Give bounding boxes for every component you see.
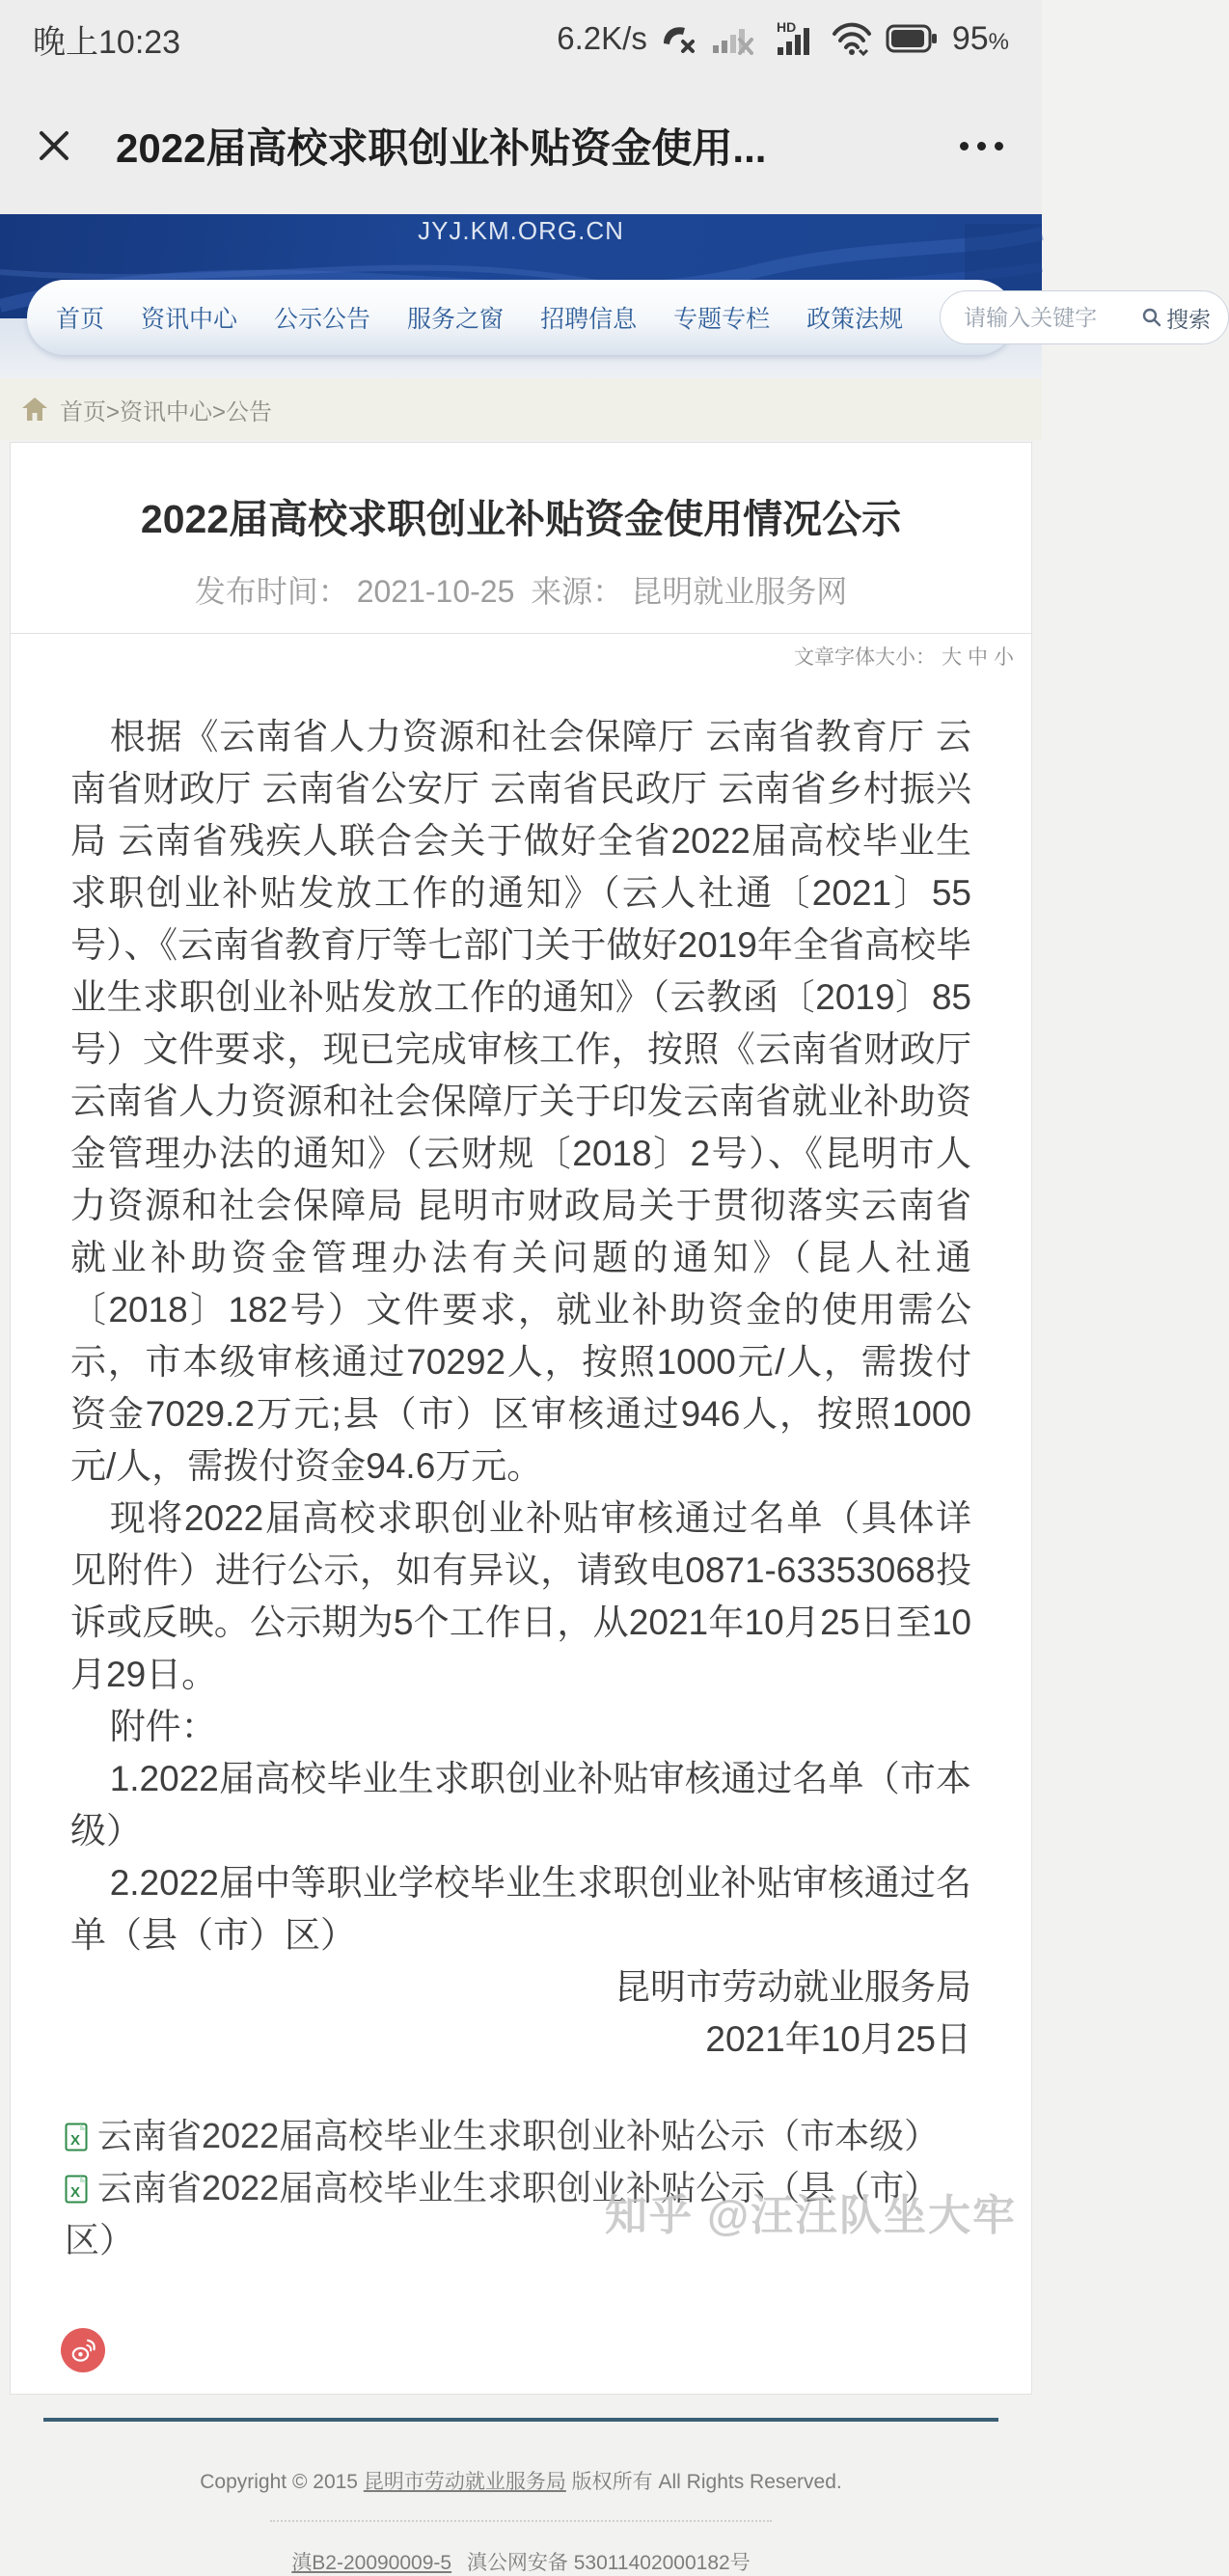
nav-item-special-topics[interactable]: 专题专栏 [673,306,771,333]
footer-dotted-divider [270,2520,772,2522]
copyright-line: Copyright © 2015 昆明市劳动就业服务局 版权所有 All Rights Reserved. [200,2471,842,2493]
battery-percent: 95% [951,19,1009,57]
search-icon [1141,307,1162,328]
attachment-link[interactable]: X 云南省2022届高校毕业生求职创业补贴公示（市本级） [65,2110,977,2162]
signature-date: 2021年10月25日 [705,2019,971,2059]
article-card [10,442,1032,2395]
paragraph-attachment-heading: 附件： [109,1707,217,1746]
app-toolbar [0,77,1042,214]
nav-item-services[interactable]: 服务之窗 [407,306,505,333]
publish-label: 发布时间： [194,574,349,609]
signal-sim2-hd-icon [768,20,818,57]
paragraph: 现将2022届高校求职创业补贴审核通过名单（具体详见附件）进行公示，如有异议，请致电0871-63353068投诉或反映。公示期为5个工作日，从2021年10月25日至10月29日。 [70,1498,971,1694]
network-speed: 6.2K/s [557,20,647,56]
svg-text:X: X [70,2132,81,2149]
share-row [61,2328,1031,2372]
call-disabled-icon [660,22,698,55]
nav-item-news-center[interactable]: 资讯中心 [141,306,238,333]
close-icon[interactable] [35,126,73,165]
font-size-control [11,634,1031,671]
source-name: 昆明就业服务网 [631,574,848,609]
police-record: 滇公网安备 53011402000182号 [466,2552,751,2574]
icp-line [0,2547,1042,2576]
org-link[interactable]: 昆明市劳动就业服务局 [363,2471,566,2493]
font-size-small[interactable]: 小 [994,646,1014,669]
search-button[interactable]: 搜索 [1141,302,1211,334]
nav-item-policies[interactable]: 政策法规 [806,306,904,333]
excel-file-icon [65,2123,90,2151]
signature-org: 昆明市劳动就业服务局 [614,1967,971,2007]
battery-icon [886,24,940,53]
paragraph-attachment-1: 1.2022届高校毕业生求职创业补贴审核通过名单（市本级） [70,1759,971,1850]
status-bar [0,0,1042,77]
font-size-medium[interactable]: 中 [968,646,988,669]
weibo-share-icon[interactable] [61,2328,105,2372]
publish-date: 2021-10-25 [356,574,515,609]
paragraph-attachment-2: 2.2022届中等职业学校毕业生求职创业补贴审核通过名单（县（市）区） [70,1863,971,1955]
font-size-large[interactable]: 大 [942,646,962,669]
nav-item-home[interactable]: 首页 [56,306,105,333]
article-body [11,671,1031,2066]
signal-sim1-x-icon [711,22,755,55]
more-menu-icon[interactable] [956,132,1007,160]
article-meta [11,567,1031,633]
search-input[interactable] [964,305,1141,331]
paragraph: 根据《云南省人力资源和社会保障厅 云南省教育厅 云南省财政厅 云南省公安厅 云南省民政厅 云南省乡村振兴局 云南省残疾人联合会关于做好全省2022届高校毕业生求职创业补贴发放工作的通知》（云人社通〔2021〕55号）、《云南省教育厅等七部门关于做好2019年全省高校毕业生求职创业补贴发放工作的通知》（云教函〔2019〕85号）文件要求，现已完成审核工作，按照《云南省财政厅 云南省人力资源和社会保障厅关于印发云南省就业补助资金管理办法的通知》（云财规〔2018〕2号）、《昆明市人力资源和社会保障局 昆明市财政局关于贯彻落实云南省就业补助资金管理办法有关问题的通知》（昆人社通〔2018〕182号）文件要求，就业补助资金的使用需公示，市本级审核通过70292人，按照1000元/人，需拨付资金7029.2万元;县（市）区审核通过946人，按照1000元/人，需拨付资金94.6万元。 [70,717,971,1486]
nav-bar-area [0,306,1212,378]
breadcrumb-path[interactable]: 首页>资讯中心>公告 [60,398,273,425]
source-label: 来源： [531,574,624,609]
search-box [940,290,1229,344]
nav-item-announcements[interactable]: 公示公告 [274,306,371,333]
article-title: 2022届高校求职创业补贴资金使用情况公示 [140,497,902,541]
icp-link[interactable]: 滇B2-20090009-5 [291,2552,452,2574]
wifi-icon [831,21,873,56]
zhihu-watermark: 知乎 @汪汪队坐大牢 [604,2192,1017,2239]
svg-text:X: X [70,2184,81,2201]
nav-item-recruitment[interactable]: 招聘信息 [540,306,638,333]
footer-rule [43,2418,998,2422]
site-domain: JYJ.KM.ORG.CN [418,216,624,245]
font-size-label: 文章字体大小： [794,646,936,669]
excel-file-icon [65,2175,90,2204]
home-icon [21,397,48,422]
status-icons [557,20,1009,58]
page-title: 2022届高校求职创业补贴资金使用... [116,125,767,171]
site-footer [0,2395,1042,2576]
nav-bar [27,280,1212,355]
clock: 晚上10:23 [33,23,181,61]
svg-text:HD: HD [776,19,797,35]
attachment-link[interactable]: X 云南省2022届高校毕业生求职创业补贴公示（县（市）区） [65,2168,940,2260]
breadcrumb [0,378,1042,440]
